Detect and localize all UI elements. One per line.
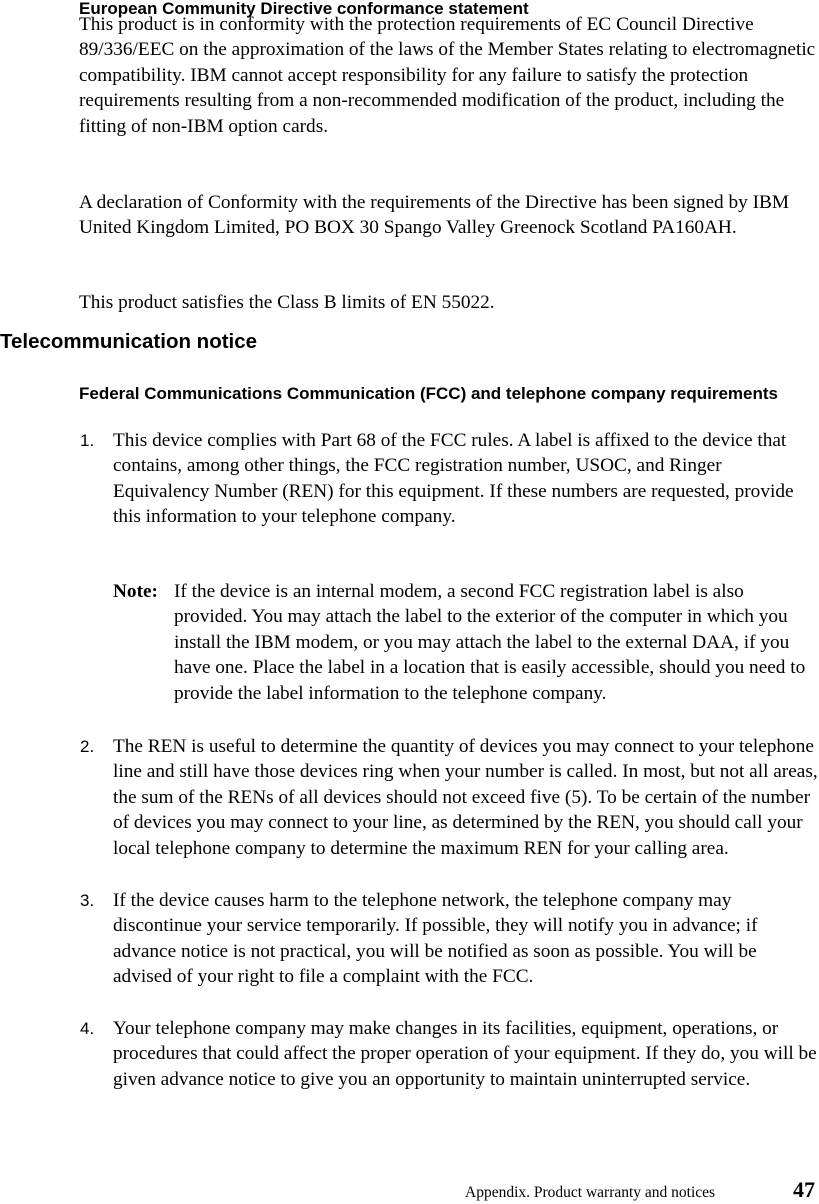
european-paragraph-3: This product satisfies the Class B limits of EN 55022.	[79, 292, 495, 313]
list-item-text: Your telephone company may make changes in its facilities, equipment, operations, or procedures that could affect the proper operation of your equipment. If they do, you will be given advance notice to give you an opportunity to maintain uninterrupted service.	[113, 1018, 817, 1090]
list-item-text: If the device causes harm to the telephone network, the telephone company may discontinue your service temporarily. If possible, they will notify you in advance; if advance notice is not practical, you will be notified as soon as possible. You will be advised of your right to file a complaint with the FCC.	[113, 890, 758, 988]
note-text: If the device is an internal modem, a second FCC registration label is also provided. You may attach the label to the exterior of the computer in which you install the IBM modem, or you may attach the label to the external DAA, if you have one. Place the label in a location that is easily accessible, should you need to provide the label information to the telephone company.	[174, 581, 806, 704]
european-paragraph-1: This product is in conformity with the protection requirements of EC Council Directive 89/336/EEC on the approximation of the laws of the Member States relating to electromagnetic compatibility. IBM cannot accept responsibility for any failure to satisfy the protection requirements resulting from a non-recommended modification of the product, including the fitting of non-IBM option cards.	[79, 14, 816, 137]
european-paragraph-2: A declaration of Conformity with the requirements of the Directive has been signed by IBM United Kingdom Limited, PO BOX 30 Spango Valley Greenock Scotland PA160AH.	[79, 192, 790, 239]
page-number: 47	[793, 1177, 815, 1202]
list-item-number: 3.	[80, 891, 95, 910]
european-heading: European Community Directive conformance statement	[79, 0, 529, 18]
list-item-number: 2.	[80, 737, 95, 756]
note-label: Note:	[113, 581, 158, 602]
list-item-text: This device complies with Part 68 of the FCC rules. A label is affixed to the device that contains, among other things, the FCC registration number, USOC, and Ringer Equivalency Number (REN) for this equipment. If these numbers are requested, provide this information to your telephone company.	[113, 430, 794, 528]
fcc-subheading: Federal Communications Communication (FCC) and telephone company requirements	[79, 384, 778, 403]
telecom-heading: Telecommunication notice	[0, 330, 258, 353]
list-item-number: 4.	[80, 1019, 95, 1038]
footer-section-title: Appendix. Product warranty and notices	[465, 1184, 716, 1201]
list-item-text: The REN is useful to determine the quantity of devices you may connect to your telephone line and still have those devices ring when your number is called. In most, but not all areas, the sum of the RENs of all devices should not exceed five (5). To be certain of the number of devices you may connect to your line, as determined by the REN, you should call your local telephone company to determine the maximum REN for your calling area.	[113, 736, 818, 859]
list-item-number: 1.	[80, 431, 95, 450]
